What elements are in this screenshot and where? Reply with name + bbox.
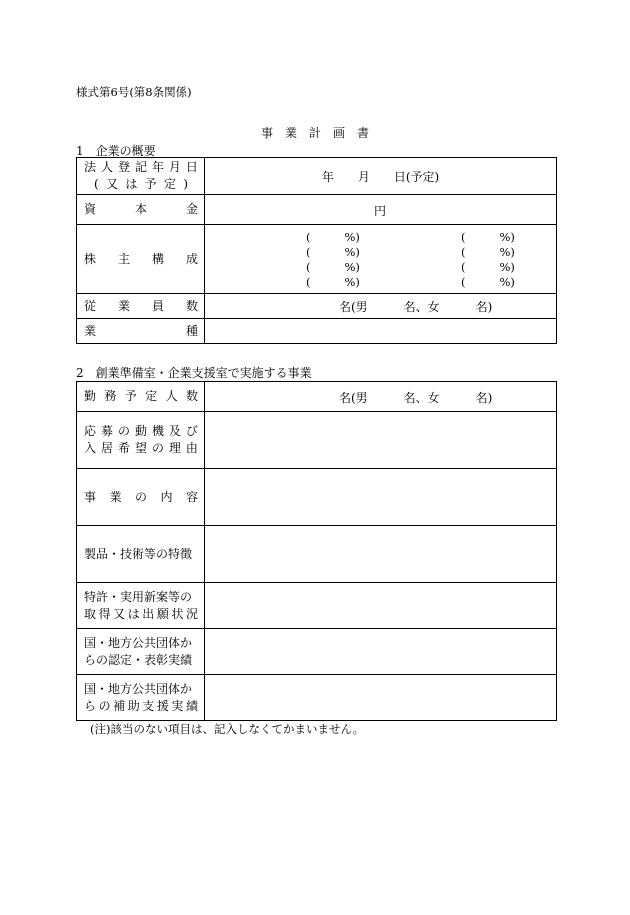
label-char: 種 (185, 323, 198, 338)
label-char: 予 (124, 389, 137, 403)
label-char: 由 (185, 441, 198, 455)
label-char: 機 (151, 424, 164, 438)
product-row (77, 526, 557, 583)
industry-label (77, 319, 205, 344)
registration-label-line2 (84, 176, 198, 193)
label-char: 入 (84, 441, 97, 455)
national-support-label-line1: 国・地方公共団体か (84, 681, 193, 696)
employees-value[interactable] (205, 294, 557, 319)
motive-label-line2 (84, 440, 198, 457)
document-title: 事 業 計 画 書 (260, 126, 369, 140)
open-paren: ( (461, 229, 466, 244)
shareholders-entries (205, 226, 556, 293)
label-char: の (117, 424, 130, 438)
shareholder-entry[interactable] (461, 260, 515, 275)
label-char: 希 (117, 441, 130, 455)
national-cert-label-line2: らの認定・表彰実績 (84, 652, 193, 667)
staff-count-text: 名(男 名、女 名) (339, 391, 493, 405)
label-char: 援 (156, 698, 169, 713)
capital-value[interactable] (205, 195, 557, 225)
business-label (77, 469, 205, 526)
label-char: 主 (117, 251, 130, 266)
motive-label-line1 (84, 423, 198, 440)
label-char: 登 (117, 160, 130, 174)
footnote: (注)該当のない項目は、記入しなくてかまいません。 (90, 722, 365, 736)
shareholders-label-text (84, 251, 198, 268)
employees-label-text (84, 298, 198, 315)
shareholder-entry[interactable] (306, 275, 360, 290)
business-row (77, 469, 557, 526)
label-char: 募 (100, 424, 113, 438)
label-char: 績 (185, 698, 198, 713)
capital-unit: 円 (374, 204, 387, 218)
label-char: 助 (127, 698, 140, 713)
label-char: 業 (109, 489, 122, 504)
label-char: 記 (134, 160, 147, 174)
form-number: 様式第6号(第8条関係) (76, 85, 192, 99)
national-support-label-line2 (84, 698, 198, 715)
industry-value[interactable] (205, 319, 557, 344)
label-char: 成 (185, 251, 198, 266)
shareholder-entry[interactable] (306, 260, 360, 275)
national-support-label (77, 675, 205, 721)
label-char: 年 (151, 160, 164, 174)
motive-label (77, 412, 205, 469)
product-label-text: 製品・技術等の特徴 (84, 546, 193, 561)
label-char: 予 (144, 177, 157, 191)
label-char: 事 (84, 489, 97, 504)
label-char: ) (183, 177, 188, 191)
open-paren: ( (461, 259, 466, 274)
registration-date-text: 年 月 日(予定) (321, 169, 440, 184)
label-char: の (98, 698, 111, 713)
shareholder-entry[interactable] (461, 275, 515, 290)
label-char: 数 (185, 298, 198, 313)
label-char: 資 (84, 202, 97, 216)
label-char: 勤 (84, 389, 97, 403)
business-label-text (84, 489, 198, 506)
label-char: ら (84, 698, 97, 713)
label-char: の (134, 489, 147, 504)
patent-row (77, 583, 557, 629)
shareholders-row (77, 225, 557, 294)
percent-close: %) (344, 259, 360, 274)
open-paren: ( (461, 274, 466, 289)
capital-label (77, 195, 205, 225)
percent-close: %) (499, 274, 515, 289)
label-char: 従 (84, 298, 97, 313)
employees-count-text: 名(男 名、女 名) (339, 300, 493, 314)
label-char: 況 (185, 606, 198, 621)
label-char: 人 (165, 389, 178, 403)
label-char: 補 (113, 698, 126, 713)
national-support-value[interactable] (205, 675, 557, 721)
motive-value[interactable] (205, 412, 557, 469)
section2-title: 2 創業準備室・企業支援室で実施する事業 (76, 366, 312, 380)
patent-value[interactable] (205, 583, 557, 629)
label-char: 理 (168, 441, 181, 455)
section1-title: 1 企業の概要 (76, 144, 156, 158)
registration-label (77, 158, 205, 195)
staff-label (77, 382, 205, 412)
label-char: び (185, 424, 198, 438)
percent-close: %) (499, 244, 515, 259)
employees-row (77, 294, 557, 319)
open-paren: ( (461, 244, 466, 259)
capital-label-text (84, 201, 198, 218)
label-char: 願 (156, 606, 169, 621)
label-char: 業 (84, 323, 97, 338)
label-char: 又 (113, 606, 126, 621)
company-overview-table (76, 157, 557, 344)
registration-value[interactable] (205, 158, 557, 195)
label-char: 応 (84, 424, 97, 438)
label-char: 定 (163, 177, 176, 191)
employees-label (77, 294, 205, 319)
open-paren: ( (306, 274, 311, 289)
label-char: 状 (171, 606, 184, 621)
national-cert-label (77, 629, 205, 675)
percent-close: %) (344, 244, 360, 259)
motive-row (77, 412, 557, 469)
label-char: 金 (185, 202, 198, 216)
percent-close: %) (344, 274, 360, 289)
label-char: 出 (142, 606, 155, 621)
national-support-row (77, 675, 557, 721)
industry-label-text (84, 323, 198, 340)
label-char: 月 (168, 160, 181, 174)
percent-close: %) (499, 229, 515, 244)
label-char: 支 (142, 698, 155, 713)
shareholders-label (77, 225, 205, 294)
label-char: 日 (185, 160, 198, 174)
product-value[interactable] (205, 526, 557, 583)
label-char: の (151, 441, 164, 455)
label-char: 又 (106, 177, 119, 191)
label-char: 内 (160, 489, 173, 504)
product-label (77, 526, 205, 583)
open-paren: ( (306, 229, 311, 244)
label-char: 定 (145, 389, 158, 403)
business-value[interactable] (205, 469, 557, 526)
patent-label-line2 (84, 606, 198, 623)
open-paren: ( (306, 244, 311, 259)
national-cert-row (77, 629, 557, 675)
label-char: 構 (151, 251, 164, 266)
open-paren: ( (306, 259, 311, 274)
label-char: 株 (84, 251, 97, 266)
business-plan-table (76, 381, 557, 721)
shareholders-value[interactable] (205, 225, 557, 294)
industry-row (77, 319, 557, 344)
registration-row (77, 158, 557, 195)
label-char: 本 (134, 202, 147, 216)
label-char: 実 (171, 698, 184, 713)
registration-label-line1 (84, 159, 198, 176)
shareholder-entry[interactable] (461, 245, 515, 260)
label-char: 務 (104, 389, 117, 403)
label-char: 取 (84, 606, 97, 621)
label-char: 数 (185, 389, 198, 403)
patent-label-line1: 特許・実用新案等の (84, 589, 193, 604)
staff-label-text (84, 388, 198, 405)
capital-row (77, 195, 557, 225)
label-char: 容 (185, 489, 198, 504)
patent-label (77, 583, 205, 629)
shareholder-entry[interactable] (306, 230, 360, 245)
shareholder-entry[interactable] (461, 230, 515, 245)
label-char: 業 (117, 298, 130, 313)
percent-close: %) (499, 259, 515, 274)
label-char: は (125, 177, 138, 191)
label-char: 人 (100, 160, 113, 174)
national-cert-label-line1: 国・地方公共団体か (84, 635, 193, 650)
label-char: 動 (134, 424, 147, 438)
shareholder-entry[interactable] (306, 245, 360, 260)
national-cert-value[interactable] (205, 629, 557, 675)
label-char: は (127, 606, 140, 621)
label-char: 及 (168, 424, 181, 438)
staff-value[interactable] (205, 382, 557, 412)
percent-close: %) (344, 229, 360, 244)
label-char: 法 (84, 160, 97, 174)
label-char: 員 (151, 298, 164, 313)
label-char: ( (94, 177, 99, 191)
label-char: 居 (100, 441, 113, 455)
label-char: 得 (98, 606, 111, 621)
label-char: 望 (134, 441, 147, 455)
staff-row (77, 382, 557, 412)
